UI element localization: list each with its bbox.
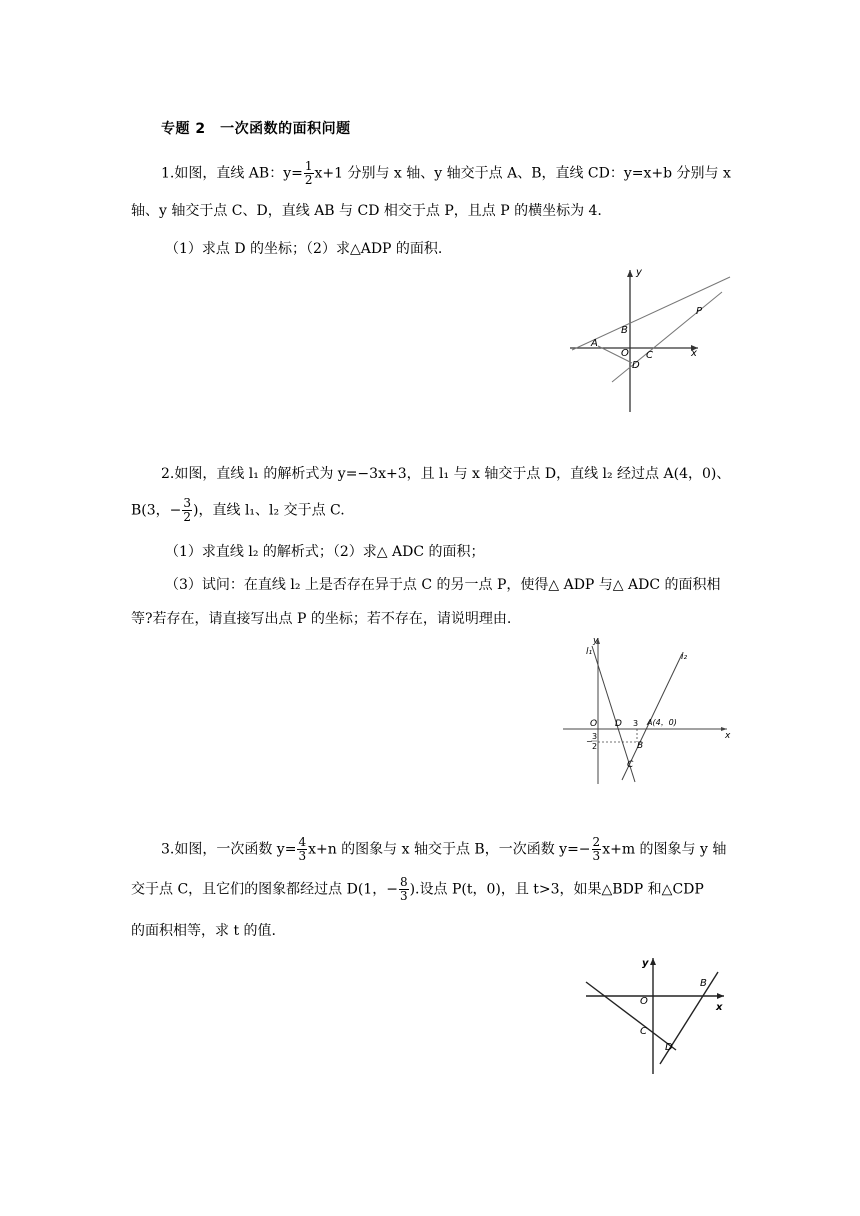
q3-text-c: x+m 的图象与 y 轴	[602, 841, 727, 858]
q1-text-a: 1.如图，直线 AB：y=	[161, 165, 303, 182]
q3-text-a: 3.如图，一次函数 y=	[161, 841, 297, 858]
q3-x-arrow-icon	[717, 993, 724, 999]
page-title: 专题 2 一次函数的面积问题	[161, 121, 351, 137]
q2-text-a: B(3，−	[131, 502, 182, 519]
q3-label-x: x	[716, 1002, 723, 1013]
q3-line-cd	[586, 982, 676, 1050]
q3-frac2-num: 2	[592, 835, 601, 849]
q3-line-1	[161, 836, 726, 863]
q3-label-o: O	[640, 996, 648, 1007]
q3-frac1-den: 3	[298, 849, 307, 863]
q2-label-x: x	[725, 731, 731, 741]
q2-label-b: B	[637, 741, 644, 751]
q2-label-l1: l₁	[586, 647, 593, 657]
q2-neg-sign: −	[586, 737, 593, 746]
q1-label-d: D	[632, 360, 640, 371]
q3-frac1-num: 4	[298, 835, 307, 849]
q3-line-2	[131, 876, 704, 903]
q3-frac3-num: 8	[399, 875, 408, 889]
q1-frac-num: 1	[304, 159, 313, 173]
q1-y-arrow-icon	[627, 270, 633, 277]
q1-label-y: y	[636, 267, 642, 278]
q1-line-3: （1）求点 D 的坐标；（2）求△ADP 的面积.	[165, 241, 443, 257]
q2-frac-den: 2	[183, 510, 192, 524]
q2-line-1: 2.如图，直线 l₁ 的解析式为 y=−3x+3，且 l₁ 与 x 轴交于点 D，直线 l₂ 经过点 A(4，0)、	[161, 466, 731, 482]
q3-y-arrow-icon	[650, 958, 656, 965]
q1-figure	[560, 262, 740, 417]
q3-frac3-den: 3	[399, 889, 408, 903]
q3-label-d: D	[665, 1042, 673, 1053]
q1-fraction	[304, 160, 314, 187]
q2-label-a: A(4，0)	[647, 718, 677, 727]
q3-label-y: y	[642, 958, 649, 969]
q2-line-5: 等?若存在，请直接写出点 P 的坐标；若不存在，请说明理由.	[131, 611, 512, 627]
q3-label-b: B	[700, 978, 707, 989]
q2-text-b: )，直线 l₁、l₂ 交于点 C.	[193, 502, 345, 519]
q2-label-l2: l₂	[681, 652, 688, 662]
q3-fraction-3	[399, 876, 409, 903]
q2-frac-num: 3	[183, 496, 192, 510]
q2-tick-frac-den: 2	[592, 742, 598, 751]
q3-text-d: 交于点 C，且它们的图象都经过点 D(1，−	[131, 881, 398, 898]
q2-fraction	[182, 497, 192, 524]
q1-line-1	[161, 160, 731, 187]
q2-line-3: （1）求直线 l₂ 的解析式；（2）求△ ADC 的面积；	[165, 544, 485, 560]
q2-label-d: D	[615, 719, 622, 729]
q1-label-o: O	[621, 348, 629, 359]
q2-figure	[555, 632, 740, 792]
q3-fraction-2	[592, 836, 602, 863]
q3-line-3: 的面积相等，求 t 的值.	[131, 923, 276, 939]
q2-label-c: C	[627, 760, 634, 770]
q2-label-three: 3	[633, 719, 639, 728]
q3-text-e: ).设点 P(t，0)，且 t>3，如果△BDP 和△CDP	[409, 881, 704, 898]
q3-fraction-1	[297, 836, 307, 863]
q3-figure	[578, 952, 738, 1078]
q1-label-b: B	[621, 325, 628, 336]
q2-tick-frac-num: 3	[592, 732, 598, 741]
q1-text-b: x+1 分别与 x 轴、y 轴交于点 A、B，直线 CD：y=x+b 分别与 x	[314, 165, 731, 182]
q2-label-o: O	[590, 719, 598, 729]
q1-label-c: C	[646, 350, 653, 361]
q3-label-c: C	[640, 1026, 647, 1037]
q3-frac2-den: 3	[592, 849, 601, 863]
q2-line-4: （3）试问：在直线 l₂ 上是否存在异于点 C 的另一点 P，使得△ ADP 与△ ADC 的面积相	[165, 577, 721, 593]
q1-label-p: P	[696, 306, 703, 317]
q1-label-x: x	[691, 348, 697, 359]
q1-frac-den: 2	[304, 173, 313, 187]
q1-line-cd	[612, 292, 722, 382]
q1-label-a: A	[591, 338, 598, 349]
q3-text-b: x+n 的图象与 x 轴交于点 B，一次函数 y=−	[308, 841, 591, 858]
q2-label-y: y	[593, 636, 599, 646]
q1-line-2: 轴、y 轴交于点 C、D，直线 AB 与 CD 相交于点 P，且点 P 的横坐标为 4.	[131, 203, 602, 219]
q2-line-2	[131, 497, 345, 524]
